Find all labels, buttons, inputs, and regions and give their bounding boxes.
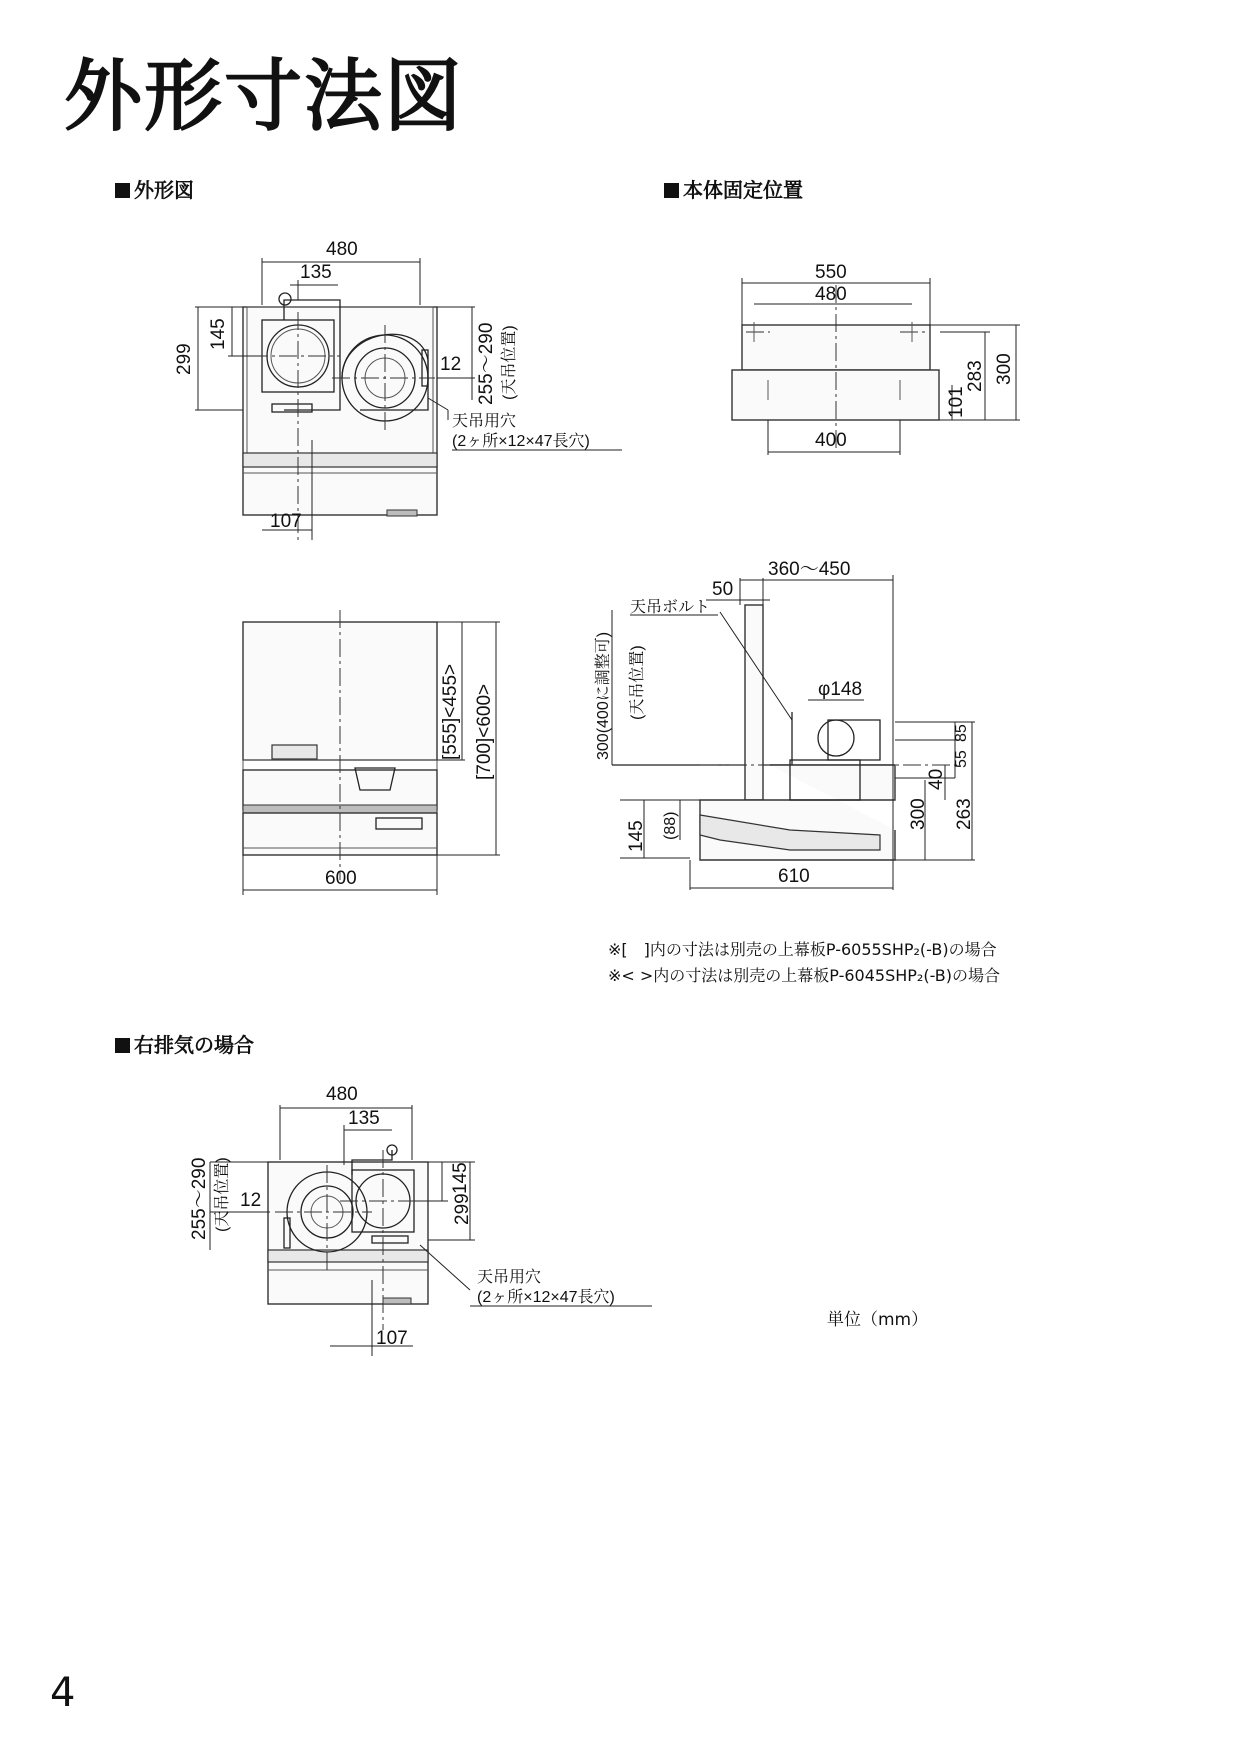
- dim-135: 135: [348, 1108, 380, 1129]
- hanging-hole-label: 天吊用穴: [452, 413, 517, 430]
- dim-total-height: [700]<600>: [474, 683, 495, 780]
- section-fixing-label: 本体固定位置: [683, 178, 803, 202]
- page-title: 外形寸法図: [64, 52, 465, 142]
- hanging-hole-label: 天吊用穴: [477, 1269, 542, 1286]
- section-right-exhaust-label: 右排気の場合: [134, 1033, 254, 1057]
- dim-40: 40: [926, 768, 947, 790]
- adjustable-height-label: 300(400に調整可): [595, 631, 612, 760]
- dim-135: 135: [300, 262, 332, 283]
- figure-right-exhaust: [189, 1084, 652, 1356]
- bolt-icon: [279, 293, 291, 305]
- dim-85: 85: [953, 724, 970, 742]
- dim-263: 263: [954, 798, 975, 830]
- dim-283: 283: [965, 360, 986, 392]
- duct-outlet: [818, 720, 854, 756]
- dim-610: 610: [778, 866, 810, 887]
- dim-300: 300: [908, 798, 929, 830]
- figure-fixing-position: [732, 262, 1020, 455]
- footnote-upper-panel-6045: ※< >内の寸法は別売の上幕板P-6045SHP₂(-B)の場合: [608, 966, 1001, 985]
- dim-88: (88): [662, 811, 679, 840]
- page-number: 4: [50, 1670, 76, 1716]
- unit-label: 単位（mm）: [827, 1310, 929, 1330]
- dim-600: 600: [325, 868, 357, 889]
- ceiling-bolt-label: 天吊ボルト: [630, 599, 711, 616]
- dim-101: 101: [946, 386, 967, 418]
- dim-360-450: 360〜450: [768, 559, 851, 580]
- dim-145: 145: [450, 1162, 471, 1194]
- dim-145: 145: [208, 318, 229, 350]
- dim-145: 145: [626, 820, 647, 852]
- dim-480: 480: [326, 1084, 358, 1105]
- dim-upper-panel-height: [555]<455>: [440, 663, 461, 760]
- wall-pillar: [745, 605, 763, 800]
- dim-299: 299: [174, 343, 195, 375]
- dim-300: 300: [994, 353, 1015, 385]
- dim-107: 107: [376, 1328, 408, 1349]
- figure-side-view: [593, 559, 975, 890]
- dim-55: 55: [953, 750, 970, 768]
- ceiling-position-label: (天吊位置): [214, 1157, 231, 1232]
- dim-148-diameter: φ148: [818, 679, 863, 700]
- hanging-hole-spec: (2ヶ所×12×47長穴): [452, 433, 590, 450]
- dim-12: 12: [440, 354, 462, 375]
- ceiling-position-label: (天吊位置): [501, 325, 518, 400]
- dim-255-290: 255〜290: [189, 1157, 210, 1240]
- section-outline-label: 外形図: [134, 178, 194, 202]
- figure-front-view: [243, 610, 500, 895]
- hanging-hole-spec: (2ヶ所×12×47長穴): [477, 1289, 615, 1306]
- dim-400: 400: [815, 430, 847, 451]
- dim-12: 12: [240, 1190, 262, 1211]
- dim-480: 480: [326, 239, 358, 260]
- footnote-upper-panel-6055: ※[ ]内の寸法は別売の上幕板P-6055SHP₂(-B)の場合: [608, 940, 997, 959]
- dim-480: 480: [815, 284, 847, 305]
- figure-top-view: [174, 239, 622, 540]
- dim-550: 550: [815, 262, 847, 283]
- dim-299: 299: [452, 1193, 473, 1225]
- dim-107: 107: [270, 511, 302, 532]
- dim-50: 50: [712, 579, 734, 600]
- ceiling-position-label: (天吊位置): [629, 645, 646, 720]
- dim-255-290: 255〜290: [476, 322, 497, 405]
